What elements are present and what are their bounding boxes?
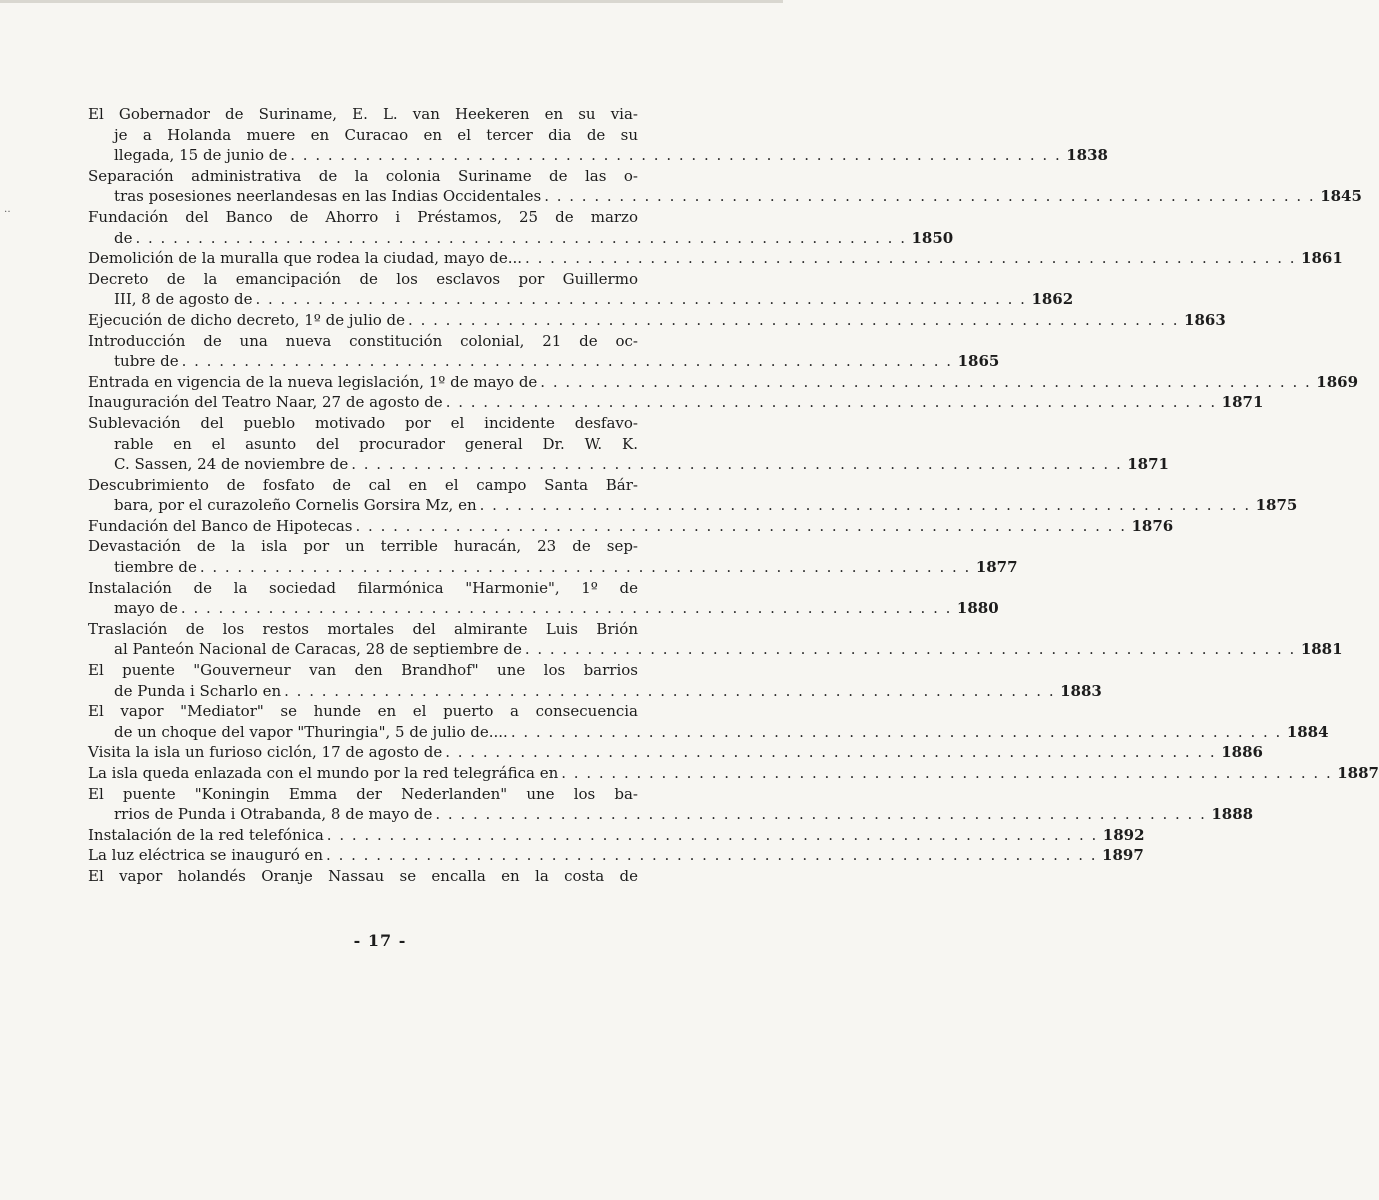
entry-year: 1871 [1127, 455, 1169, 474]
entry-line [88, 866, 638, 887]
chronology-entry [88, 392, 1264, 413]
entry-line [88, 536, 638, 557]
entry-text: Sublevación del pueblo motivado por el incidente desfavo- [88, 413, 638, 432]
chronology-entry [88, 866, 638, 887]
entry-text: de un choque del vapor "Thuringia", 5 de julio de.... [114, 722, 508, 741]
leader-dots: . . . . . . . . . . . . . . . . . . . . . . . . . . . . . . . . . . . . . . . . . . . . . . . . . . . . . . . . . . . . . . [284, 681, 1056, 700]
margin-mark: ‥ [4, 204, 11, 215]
entry-text: La luz eléctrica se inauguró en [88, 846, 324, 865]
entry-line [88, 248, 1343, 269]
entry-text: El vapor "Mediator" se hunde en el puerto a consecuencia [88, 702, 638, 721]
entry-line [88, 351, 1000, 372]
entry-year: 1883 [1060, 681, 1102, 700]
entry-text: Inauguración del Teatro Naar, 27 de agosto de [88, 393, 443, 412]
leader-dots: . . . . . . . . . . . . . . . . . . . . . . . . . . . . . . . . . . . . . . . . . . . . . . . . . . . . . . . . . . . . . . [408, 310, 1180, 329]
entry-line [88, 269, 638, 290]
entry-line [88, 475, 638, 496]
entry-line [88, 742, 1263, 763]
entry-line [88, 310, 1226, 331]
entry-year: 1871 [1221, 393, 1264, 412]
leader-dots: . . . . . . . . . . . . . . . . . . . . . . . . . . . . . . . . . . . . . . . . . . . . . . . . . . . . . . . . . . . . . . [181, 352, 953, 371]
leader-dots: . . . . . . . . . . . . . . . . . . . . . . . . . . . . . . . . . . . . . . . . . . . . . . . . . . . . . . . . . . . . . . [326, 825, 1098, 844]
entry-year: 1884 [1286, 722, 1329, 741]
entry-line [88, 639, 1343, 660]
leader-dots: . . . . . . . . . . . . . . . . . . . . . . . . . . . . . . . . . . . . . . . . . . . . . . . . . . . . . . . . . . . . . . [510, 722, 1282, 741]
entry-line [88, 372, 1359, 393]
entry-year: 1888 [1211, 805, 1254, 824]
entry-year: 1876 [1131, 516, 1174, 535]
entry-text: Fundación del Banco de Hipotecas [88, 516, 353, 535]
leader-dots: . . . . . . . . . . . . . . . . . . . . . . . . . . . . . . . . . . . . . . . . . . . . . . . . . . . . . . . . . . . . . . [544, 187, 1316, 206]
leader-dots: . . . . . . . . . . . . . . . . . . . . . . . . . . . . . . . . . . . . . . . . . . . . . . . . . . . . . . . . . . . . . . [540, 372, 1312, 391]
entry-text: Devastación de la isla por un terrible huracán, 23 de sep- [88, 537, 638, 556]
entry-line [88, 763, 1379, 784]
entry-line [88, 413, 638, 434]
chronology-entry [88, 269, 1074, 310]
entry-line [88, 125, 638, 146]
entry-text: rrios de Punda i Otrabanda, 8 de mayo de [114, 805, 433, 824]
entry-line [88, 495, 1298, 516]
entry-year: 1887 [1337, 764, 1379, 782]
entry-text: llegada, 15 de junio de [114, 146, 288, 165]
leader-dots: . . . . . . . . . . . . . . . . . . . . . . . . . . . . . . . . . . . . . . . . . . . . . . . . . . . . . . . . . . . . . . [561, 764, 1333, 782]
entry-text: Demolición de la muralla que rodea la ciudad, mayo de... [88, 249, 523, 268]
entry-line [88, 104, 638, 125]
chronology-entry [88, 413, 1169, 475]
leader-dots: . . . . . . . . . . . . . . . . . . . . . . . . . . . . . . . . . . . . . . . . . . . . . . . . . . . . . . . . . . . . . . [355, 516, 1127, 535]
leader-dots: . . . . . . . . . . . . . . . . . . . . . . . . . . . . . . . . . . . . . . . . . . . . . . . . . . . . . . . . . . . . . . [479, 496, 1251, 515]
entry-text: al Panteón Nacional de Caracas, 28 de septiembre de [114, 640, 522, 659]
entry-line [88, 207, 638, 228]
chronology-entry [88, 516, 1174, 537]
entry-year: 1897 [1102, 846, 1144, 865]
entry-year: 1881 [1300, 640, 1343, 659]
leader-dots: . . . . . . . . . . . . . . . . . . . . . . . . . . . . . . . . . . . . . . . . . . . . . . . . . . . . . . . . . . . . . . [290, 146, 1062, 165]
entry-text: tubre de [114, 352, 179, 371]
entry-text: rable en el asunto del procurador general Dr. W. K. [114, 434, 638, 453]
entry-line [88, 454, 1169, 475]
chronology-entry [88, 701, 1329, 742]
chronology-entry [88, 166, 1362, 207]
entry-year: 1865 [957, 352, 1000, 371]
chronology-entry [88, 578, 999, 619]
leader-dots: . . . . . . . . . . . . . . . . . . . . . . . . . . . . . . . . . . . . . . . . . . . . . . . . . . . . . . . . . . . . . . [525, 249, 1297, 268]
chronology-entry [88, 845, 1144, 866]
leader-dots: . . . . . . . . . . . . . . . . . . . . . . . . . . . . . . . . . . . . . . . . . . . . . . . . . . . . . . . . . . . . . . [524, 640, 1296, 659]
entry-year: 1875 [1255, 496, 1298, 515]
chronology-entry [88, 104, 1108, 166]
entry-line [88, 598, 999, 619]
entry-line [88, 331, 638, 352]
chronology-entry [88, 372, 1359, 393]
entry-line [88, 434, 638, 455]
entry-line [88, 845, 1144, 866]
chronology-entry [88, 248, 1343, 269]
entry-year: 1845 [1320, 187, 1362, 206]
scan-edge [0, 0, 783, 3]
entry-text: tiembre de [114, 558, 197, 577]
entry-text: mayo de [114, 599, 178, 618]
chronology-entry [88, 742, 1263, 763]
entry-text: Entrada en vigencia de la nueva legislación, 1º de mayo de [88, 372, 538, 391]
leader-dots: . . . . . . . . . . . . . . . . . . . . . . . . . . . . . . . . . . . . . . . . . . . . . . . . . . . . . . . . . . . . . . [445, 743, 1217, 762]
entry-line [88, 145, 1108, 166]
entry-year: 1838 [1066, 146, 1108, 165]
entry-year: 1886 [1221, 743, 1263, 762]
entry-year: 1869 [1316, 372, 1359, 391]
entry-line [88, 392, 1264, 413]
leader-dots: . . . . . . . . . . . . . . . . . . . . . . . . . . . . . . . . . . . . . . . . . . . . . . . . . . . . . . . . . . . . . . [255, 290, 1027, 309]
entry-line [88, 681, 1102, 702]
entry-text: tras posesiones neerlandesas en las Indias Occidentales [114, 187, 542, 206]
leader-dots: . . . . . . . . . . . . . . . . . . . . . . . . . . . . . . . . . . . . . . . . . . . . . . . . . . . . . . . . . . . . . . [180, 599, 952, 618]
entry-text: Visita la isla un furioso ciclón, 17 de agosto de [88, 743, 443, 762]
entry-text: je a Holanda muere en Curacao en el tercer dia de su [114, 125, 638, 144]
entry-year: 1880 [956, 599, 999, 618]
entry-text: La isla queda enlazada con el mundo por la red telegráfica en [88, 764, 559, 782]
entry-line [88, 722, 1329, 743]
entry-text: Separación administrativa de la colonia Suriname de las o- [88, 166, 638, 185]
entry-line [88, 804, 1254, 825]
entry-year: 1861 [1301, 249, 1343, 268]
entry-line [88, 660, 638, 681]
entry-line [88, 228, 954, 249]
entry-year: 1877 [975, 558, 1018, 577]
leader-dots: . . . . . . . . . . . . . . . . . . . . . . . . . . . . . . . . . . . . . . . . . . . . . . . . . . . . . . . . . . . . . . [445, 393, 1217, 412]
entry-text: bara, por el curazoleño Cornelis Gorsira Mz, en [114, 496, 477, 515]
entry-line [88, 825, 1145, 846]
page-number: - 17 - [353, 931, 407, 950]
entry-year: 1892 [1102, 825, 1145, 844]
entry-line [88, 166, 638, 187]
chronology-entry [88, 536, 1018, 577]
entry-line [88, 701, 638, 722]
entry-text: Traslación de los restos mortales del almirante Luis Brión [88, 619, 638, 638]
entry-line [88, 186, 1362, 207]
entry-line [88, 289, 1074, 310]
entry-text: Ejecución de dicho decreto, 1º de julio de [88, 310, 406, 329]
entry-line [88, 619, 638, 640]
entry-text: Instalación de la red telefónica [88, 825, 324, 844]
entry-text: Decreto de la emancipación de los esclavos por Guillermo [88, 269, 638, 288]
entry-text: Introducción de una nueva constitución colonial, 21 de oc- [88, 331, 638, 350]
entry-text: El puente "Koningin Emma der Nederlanden" une los ba- [88, 784, 638, 803]
entry-year: 1863 [1184, 310, 1226, 329]
entry-text: El vapor holandés Oranje Nassau se encalla en la costa de [88, 866, 638, 885]
entry-text: C. Sassen, 24 de noviembre de [114, 455, 349, 474]
chronology-entry [88, 619, 1343, 660]
entry-text: Descubrimiento de fosfato de cal en el campo Santa Bár- [88, 475, 638, 494]
entry-text: Fundación del Banco de Ahorro i Préstamos, 25 de marzo [88, 207, 638, 226]
leader-dots: . . . . . . . . . . . . . . . . . . . . . . . . . . . . . . . . . . . . . . . . . . . . . . . . . . . . . . . . . . . . . . [351, 455, 1123, 474]
chronology-entry [88, 475, 1298, 516]
chronology-entry [88, 660, 1102, 701]
entry-line [88, 784, 638, 805]
leader-dots: . . . . . . . . . . . . . . . . . . . . . . . . . . . . . . . . . . . . . . . . . . . . . . . . . . . . . . . . . . . . . . [135, 228, 907, 247]
chronology-entry [88, 825, 1145, 846]
chronology-list [88, 104, 1379, 887]
entry-text: de [114, 228, 133, 247]
entry-text: El puente "Gouverneur van den Brandhof" une los barrios [88, 661, 638, 680]
leader-dots: . . . . . . . . . . . . . . . . . . . . . . . . . . . . . . . . . . . . . . . . . . . . . . . . . . . . . . . . . . . . . . [199, 558, 971, 577]
chronology-entry [88, 331, 1000, 372]
entry-text: III, 8 de agosto de [114, 290, 253, 309]
entry-text: Instalación de la sociedad filarmónica "Harmonie", 1º de [88, 578, 638, 597]
entry-year: 1862 [1031, 290, 1074, 309]
chronology-entry [88, 763, 1379, 784]
leader-dots: . . . . . . . . . . . . . . . . . . . . . . . . . . . . . . . . . . . . . . . . . . . . . . . . . . . . . . . . . . . . . . [435, 805, 1207, 824]
entry-line [88, 557, 1018, 578]
chronology-entry [88, 784, 1254, 825]
entry-line [88, 578, 638, 599]
entry-year: 1850 [911, 228, 954, 247]
entry-line [88, 516, 1174, 537]
chronology-entry [88, 207, 954, 248]
leader-dots: . . . . . . . . . . . . . . . . . . . . . . . . . . . . . . . . . . . . . . . . . . . . . . . . . . . . . . . . . . . . . . [326, 846, 1098, 865]
entry-text: El Gobernador de Suriname, E. L. van Heekeren en su via- [88, 105, 638, 123]
chronology-entry [88, 310, 1226, 331]
entry-text: de Punda i Scharlo en [114, 681, 282, 700]
